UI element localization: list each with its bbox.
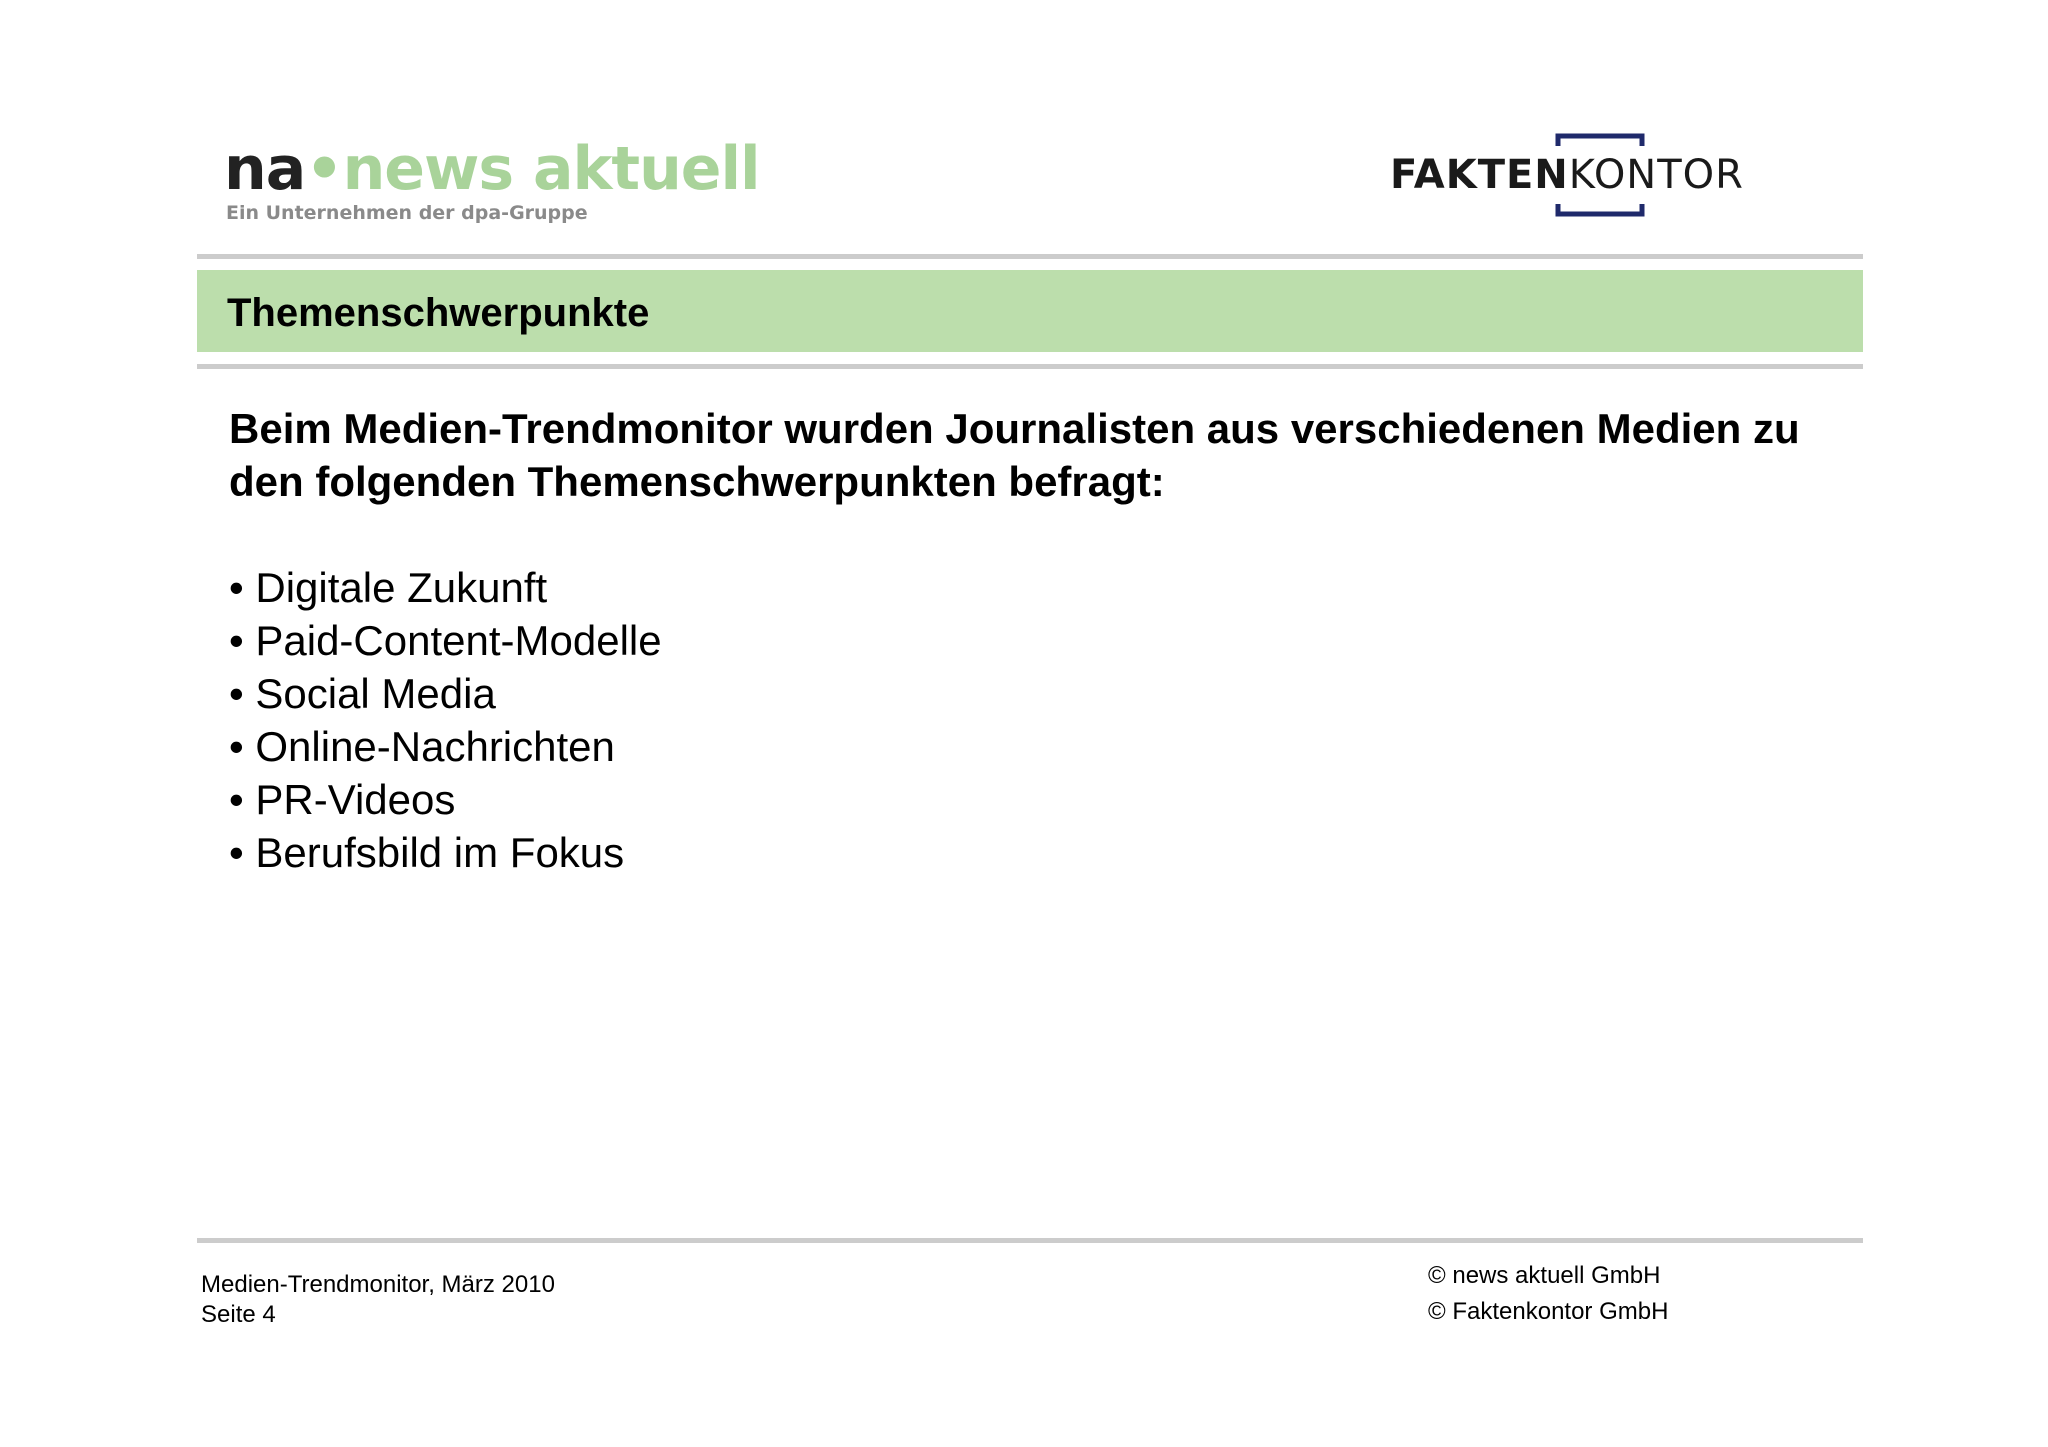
- list-item: • Online-Nachrichten: [229, 723, 615, 770]
- footer-copyright: [1428, 1258, 1668, 1330]
- footer-page-number: Seite 4: [201, 1301, 276, 1328]
- header-divider: [197, 254, 1863, 259]
- faktenkontor-bold-text: FAKTEN: [1390, 152, 1569, 198]
- copyright-news-aktuell: © news aktuell GmbH: [1428, 1262, 1661, 1289]
- news-aktuell-wordmark: [224, 134, 760, 204]
- list-item: • Digitale Zukunft: [229, 564, 548, 611]
- list-item: • PR-Videos: [229, 776, 456, 823]
- footer-report-name: Medien-Trendmonitor, März 2010: [201, 1271, 555, 1298]
- faktenkontor-logo: [1390, 132, 1810, 222]
- title-divider: [197, 364, 1863, 369]
- copyright-faktenkontor: © Faktenkontor GmbH: [1428, 1298, 1669, 1325]
- logo-dot: •: [305, 134, 343, 204]
- news-aktuell-logo: [224, 134, 760, 234]
- list-item: • Paid-Content-Modelle: [229, 617, 662, 664]
- logo-tagline: Ein Unternehmen der dpa-Gruppe: [226, 202, 588, 224]
- list-item: • Social Media: [229, 670, 496, 717]
- section-title-bar: [197, 270, 1863, 352]
- footer-divider: [197, 1238, 1863, 1243]
- logo-news-aktuell-text: news aktuell: [342, 134, 760, 204]
- topic-list: [229, 561, 662, 879]
- list-item: • Berufsbild im Fokus: [229, 829, 625, 876]
- faktenkontor-light-text: KONTOR: [1568, 152, 1744, 198]
- footer-left: [201, 1270, 555, 1330]
- intro-text: Beim Medien-Trendmonitor wurden Journalisten aus verschiedenen Medien zu den folgenden Themenschwerpunkten befragt:: [229, 405, 1800, 505]
- logo-na-letters: na: [224, 134, 306, 204]
- section-title: Themenschwerpunkte: [227, 291, 650, 335]
- faktenkontor-wordmark: [1390, 152, 1744, 198]
